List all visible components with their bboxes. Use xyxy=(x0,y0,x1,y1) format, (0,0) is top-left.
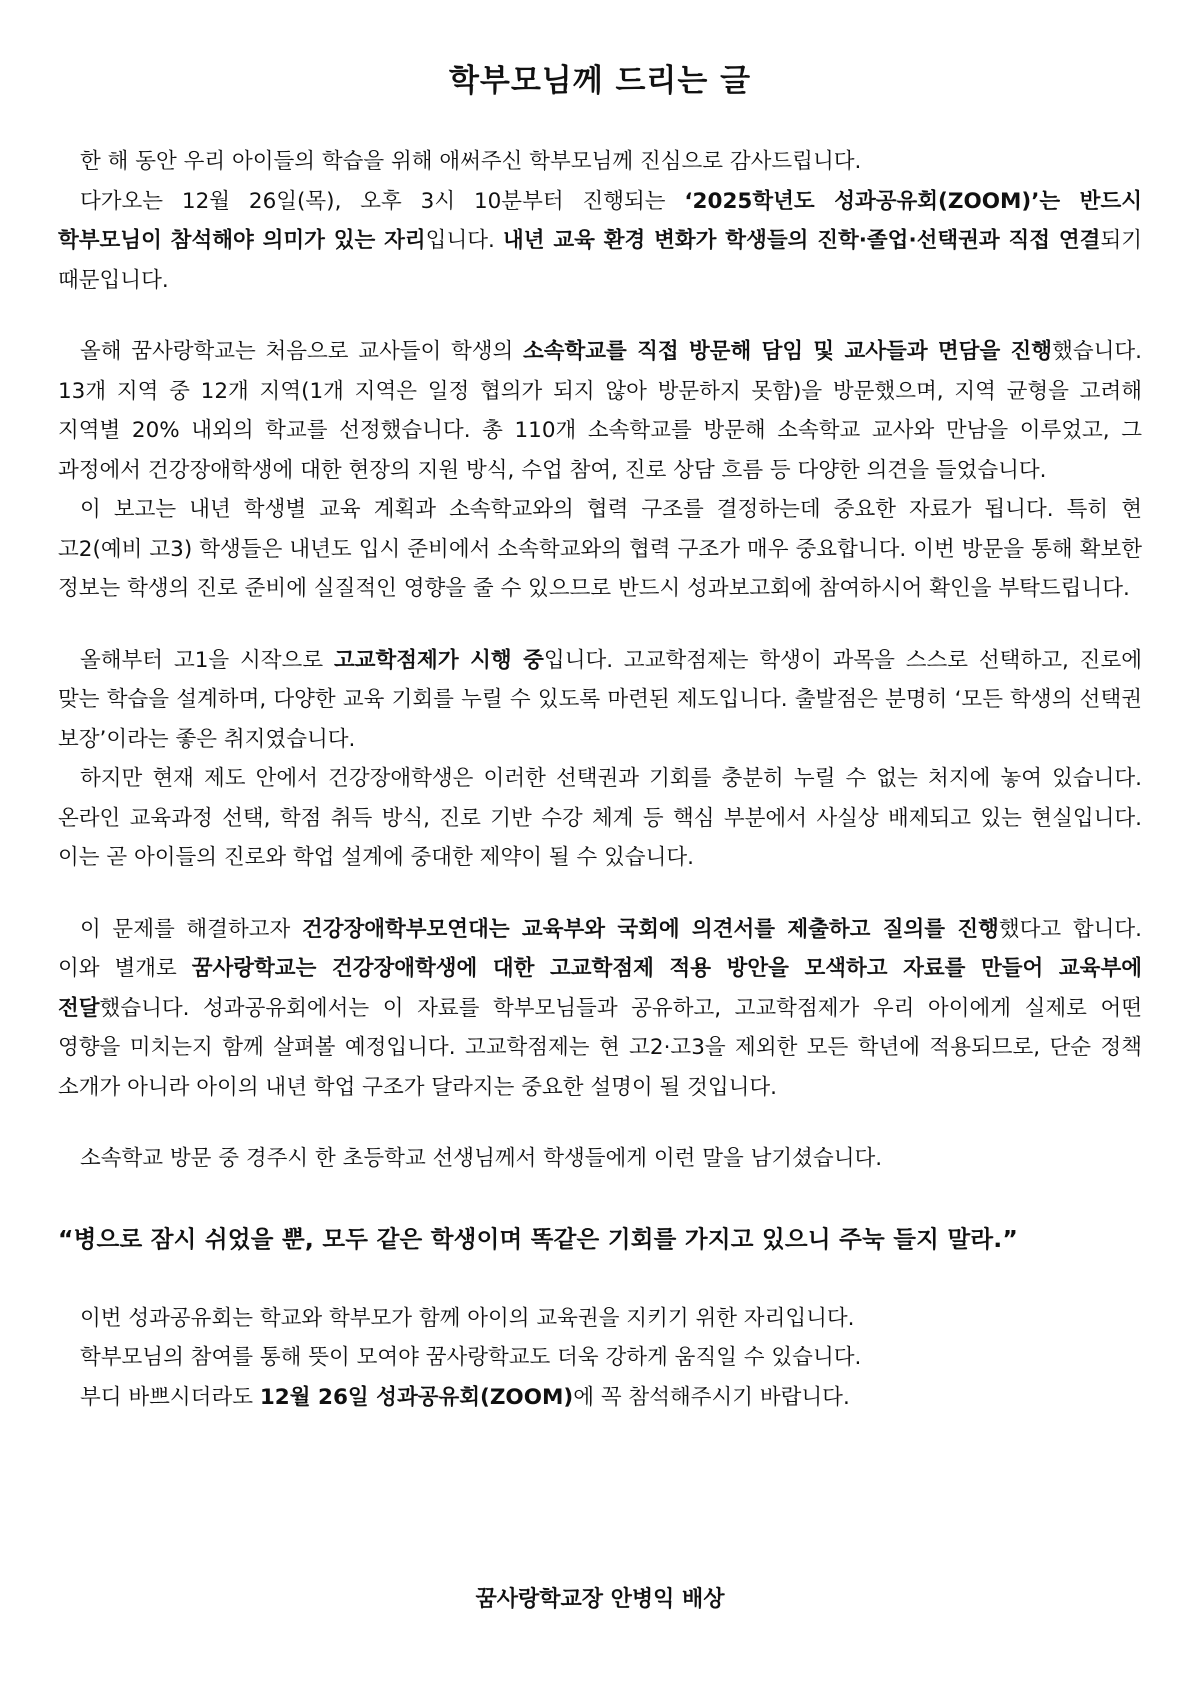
credit-highlight: 고교학점제가 시행 중 xyxy=(333,647,544,673)
intro-text: 되기 때문입니다. xyxy=(58,228,1142,293)
parents-union-highlight: 건강장애학부모연대는 교육부와 국회에 의견서를 제출하고 질의를 진행 xyxy=(301,916,999,942)
visit-highlight: 소속학교를 직접 방문해 담임 및 교사들과 면담을 진행 xyxy=(522,339,1053,364)
reason-highlight: 내년 교육 환경 변화가 학생들의 진학·졸업·선택권과 직접 연결 xyxy=(503,228,1101,253)
solution-text: 이 문제를 해결하고자 xyxy=(80,916,302,942)
solution-text: 했다고 합니다. 이와 별개로 xyxy=(58,916,1142,981)
visit-text: 올해 꿈사랑학교는 처음으로 교사들이 학생의 xyxy=(80,339,523,364)
event-highlight: ‘2025학년도 성과공유회(ZOOM)’는 반드시 학부모님이 참석해야 의미가 있는 자리 xyxy=(58,188,1142,253)
intro-text: 입니다. xyxy=(425,228,504,253)
school-highlight: 꿈사랑학교는 건강장애학생에 대한 고교학점제 적용 방안을 모색하고 자료를 만들어 교육부에 전달 xyxy=(58,956,1142,1021)
visit-paragraph-1 xyxy=(58,332,1142,490)
solution-paragraph xyxy=(58,910,1142,1108)
credit-paragraph-1 xyxy=(58,641,1142,760)
teacher-quote: “병으로 잠시 쉬었을 뿐, 모두 같은 학생이며 똑같은 기회를 가지고 있으니 주눅 들지 말라.” xyxy=(58,1224,1019,1253)
letter-body xyxy=(58,142,1142,1417)
credit-paragraph-2: 하지만 현재 제도 안에서 건강장애학생은 이러한 선택권과 기회를 충분히 누릴 수 없는 처지에 놓여 있습니다. 온라인 교육과정 선택, 학점 취득 방식, 진로 기반 수강 체계 등 핵심 부분에서 사실상 배제되고 있는 현실입니다. 이는 곧 아이들의 진로와 학업 설계에 중대한 제약이 될 수 있습니다. xyxy=(58,766,1142,870)
visit-paragraph-2: 이 보고는 내년 학생별 교육 계획과 소속학교와의 협력 구조를 결정하는데 중요한 자료가 됩니다. 특히 현 고2(예비 고3) 학생들은 내년도 입시 준비에서 소속학교와의 협력 구조가 매우 중요합니다. 이번 방문을 통해 확보한 정보는 학생의 진로 준비에 실질적인 영향을 줄 수 있으므로 반드시 성과보고회에 참여하시어 확인을 부탁드립니다. xyxy=(58,497,1142,601)
closing-line-1: 이번 성과공유회는 학교와 학부모가 함께 아이의 교육권을 지키기 위한 자리입니다. xyxy=(80,1305,855,1331)
letter-title: 학부모님께 드리는 글 xyxy=(448,63,752,99)
closing-text: 에 꼭 참석해주시기 바랍니다. xyxy=(573,1384,850,1410)
anecdote-paragraph: 소속학교 방문 중 경주시 한 초등학교 선생님께서 학생들에게 이런 말을 남기셨습니다. xyxy=(80,1146,883,1171)
credit-text: 입니다. 고교학점제는 학생이 과목을 스스로 선택하고, 진로에 맞는 학습을 설계하며, 다양한 교육 기회를 누릴 수 있도록 마련된 제도입니다. 출발점은 분명히 ‘모든 학생의 선택권 보장’이라는 좋은 취지였습니다. xyxy=(58,647,1142,752)
intro-text: 다가오는 12월 26일(목), 오후 3시 10분부터 진행되는 xyxy=(80,188,685,214)
visit-text: 했습니다. 13개 지역 중 12개 지역(1개 지역은 일정 협의가 되지 않아 방문하지 못함)을 방문했으며, 지역 균형을 고려해 지역별 20% 내외의 학교를 선정했습니다. 총 110개 소속학교를 방문해 소속학교 교사와 만남을 이루었고, 그 과정에서 건강장애학생에 대한 현장의 지원 방식, 수업 참여, 진로 상담 흐름 등 다양한 의견을 들었습니다. xyxy=(58,339,1142,483)
event-date-highlight: 12월 26일 성과공유회(ZOOM) xyxy=(259,1384,574,1410)
closing-text: 부디 바쁘시더라도 xyxy=(80,1384,260,1410)
credit-text: 올해부터 고1을 시작으로 xyxy=(80,647,334,673)
intro-paragraph-1: 한 해 동안 우리 아이들의 학습을 위해 애써주신 학부모님께 진심으로 감사드립니다. xyxy=(80,149,862,174)
signature: 꿈사랑학교장 안병익 배상 xyxy=(475,1587,725,1612)
closing-line-2: 학부모님의 참여를 통해 뜻이 모여야 꿈사랑학교도 더욱 강하게 움직일 수 있습니다. xyxy=(80,1345,862,1370)
solution-text: 했습니다. 성과공유회에서는 이 자료를 학부모님들과 공유하고, 고교학점제가 우리 아이에게 실제로 어떤 영향을 미치는지 함께 살펴볼 예정입니다. 고교학점제는 현 고2·고3을 제외한 모든 학년에 적용되므로, 단순 정책 소개가 아니라 아이의 내년 학업 구조가 달라지는 중요한 설명이 될 것입니다. xyxy=(58,995,1142,1100)
closing-line-3 xyxy=(58,1378,1142,1418)
intro-paragraph-2 xyxy=(58,182,1142,301)
